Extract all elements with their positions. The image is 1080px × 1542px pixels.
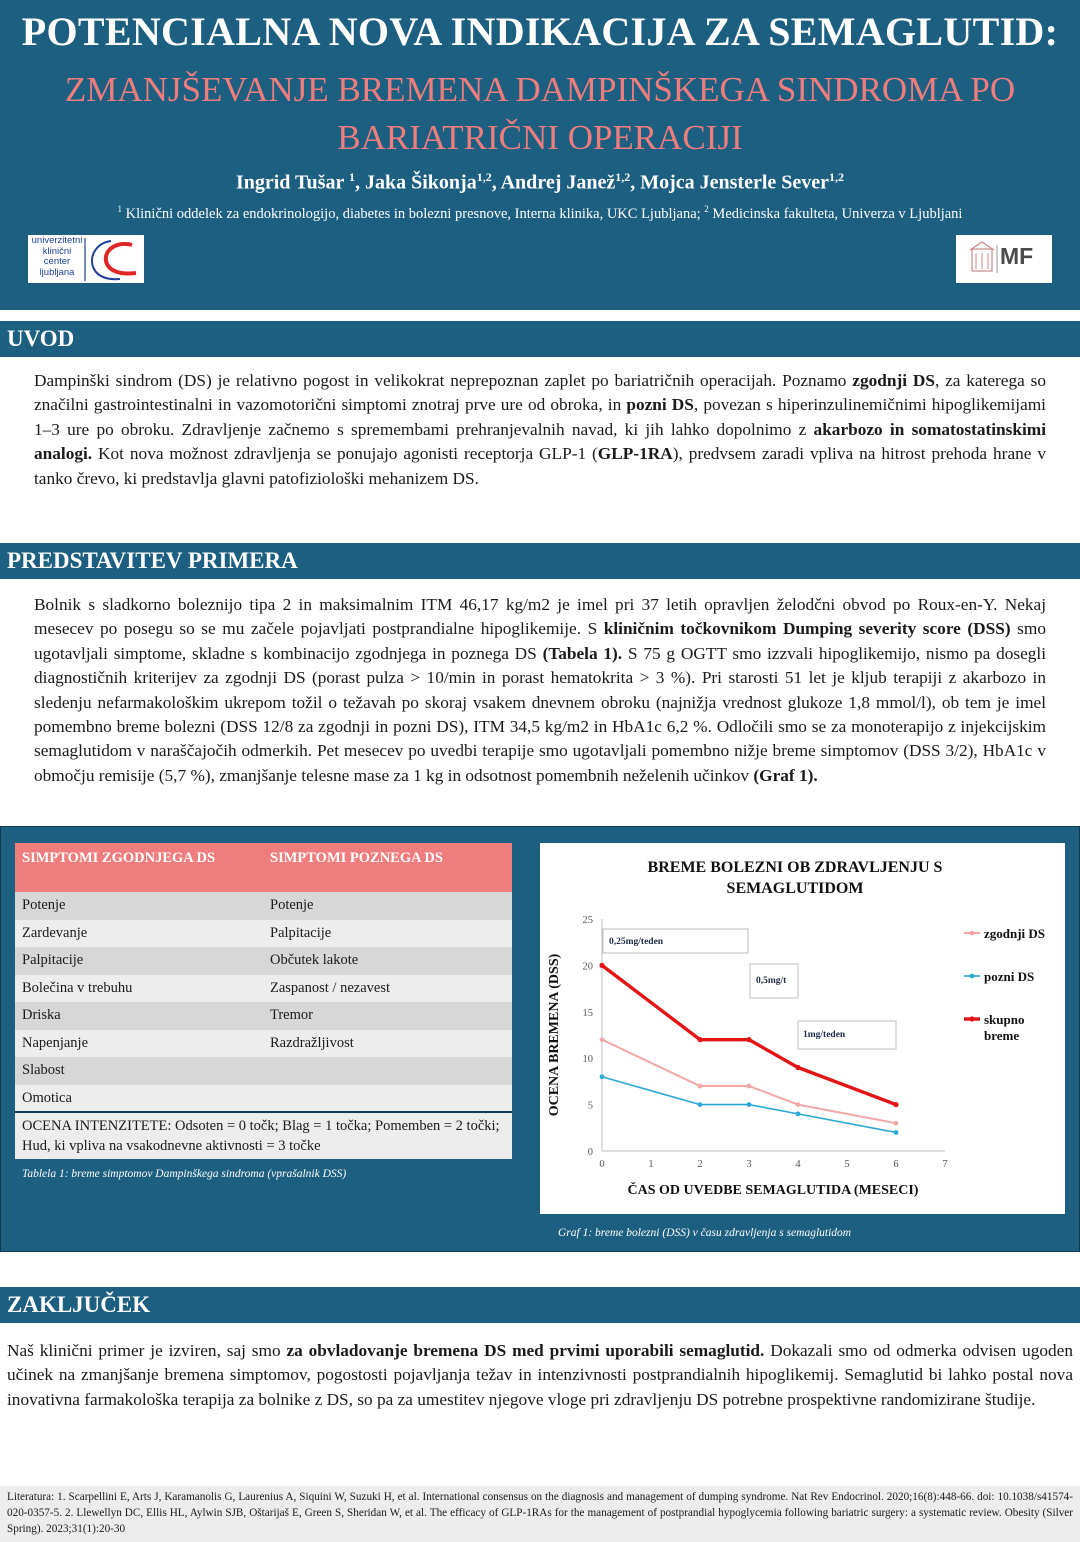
early-symptom-cell: Zardevanje [15,920,263,948]
ukc-logo-line: center [43,256,71,267]
primer-paragraph [34,593,1046,788]
body-text: smo ugotavljali simptome, skladne s kombinacijo zgodnjega in poznega DS [34,619,1046,663]
building-icon [956,235,1000,283]
early-symptom-cell: Slabost [15,1057,263,1085]
late-symptom-cell: Palpitacije [263,920,512,948]
legend-label: skupno [984,1012,1025,1027]
legend-marker [970,974,975,979]
dose-annotation-label: 0,5mg/t [756,976,787,986]
early-symptom-cell: Bolečina v trebuhu [15,975,263,1003]
body-text: Bolnik s sladkorno boleznijo tipa 2 in maksimalnim ITM 46,17 kg/m2 je imel pri 37 letih opravljen želodčni obvod po Roux-en-Y. Nekaj mesecev po posegu so se mu začele pojavljati postprandialne hipoglikemije. S [34,595,1046,639]
author-list [0,170,1080,195]
early-symptom-cell: Potenje [15,892,263,920]
y-axis-label: OCENA BREMENA (DSS) [547,953,562,1117]
early-symptom-cell: Napenjanje [15,1030,263,1058]
emphasis-text: GLP-1RA [597,444,673,464]
body-text: ), predvsem zaradi vpliva na hitrost prehoda hrane v tanko črevo, ki predstavlja glavni patofiziološki mehanizem DS. [34,444,1046,488]
table-header-early: SIMPTOMI ZGODNJEGA DS [15,843,263,892]
author-sup: 1,2 [615,170,631,184]
section-heading-zakljucek: ZAKLJUČEK [0,1287,1080,1323]
data-point [600,1037,605,1042]
data-point [795,1065,800,1070]
dose-annotation-label: 1mg/teden [803,1030,846,1040]
body-text: Dampinški sindrom (DS) je relativno pogost in velikokrat neprepoznan zaplet po bariatričnih operacijah. Poznamo [34,371,853,390]
table-header-late: SIMPTOMI POZNEGA DS [263,843,512,892]
early-symptom-cell: Driska [15,1002,263,1030]
ukc-logo-line: univerzitetni [31,235,83,246]
poster-subtitle: ZMANJŠEVANJE BREMENA DAMPINŠKEGA SINDROMA PO BARIATRIČNI OPERACIJI [64,70,1016,157]
author-name: Ingrid Tušar [235,171,349,194]
early-symptom-cell: Omotica [15,1085,263,1113]
data-point [746,1037,751,1042]
y-tick-label: 15 [582,1007,593,1019]
body-text: Naš klinični primer je izviren, saj smo [7,1341,287,1360]
ukc-logo-line: klinični [42,245,72,257]
table-row [15,1057,512,1085]
y-tick-label: 25 [582,915,593,926]
data-point [599,963,604,968]
intensity-note: OCENA INTENZITETE: Odsoten = 0 točk; Blag = 1 točka; Pomemben = 2 točki; Hud, ki vpliva na vsakodnevne aktivnosti = 3 točke [15,1111,512,1159]
table-caption: Tablela 1: breme simptomov Dampinškega sindroma (vprašalnik DSS) [22,1168,347,1180]
x-tick-label: 1 [648,1159,654,1170]
y-tick-label: 0 [587,1147,593,1158]
data-point [894,1130,899,1135]
late-symptom-cell: Potenje [263,892,512,920]
emphasis-text: kliničnim točkovnikom Dumping severity score (DSS) [603,619,1011,639]
poster-header [0,0,1080,310]
chart-container [540,843,1065,1214]
section-heading-primer: PREDSTAVITEV PRIMERA [0,543,1080,579]
references: Literatura: 1. Scarpellini E, Arts J, Karamanolis G, Laurenius A, Siquini W, Suzuki H, et al. International consensus on the diagnosis and management of dumping syndrome. Nat Rev Endocrinol. 2020;16(8):448-66. doi: 10.1038/s41574-020-0357-5. 2. Llewellyn DC, Ellis HL, Aylwin SJB, Oštarijaš E, Green S, Sheridan W, et al. The efficacy of GLP-1RAs for the management of postprandial hypoglycemia following bariatric surgery: a systematic review. Obesity (Silver Spring). 2023;31(1):20-30 [0,1486,1080,1542]
x-tick-label: 4 [795,1159,801,1170]
table-row [15,1085,512,1113]
body-text: Kot nova možnost zdravljenja se ponujajo agonisti receptorja GLP-1 ( [92,444,598,464]
ukc-logo [28,235,144,283]
data-point [796,1111,801,1116]
author-name: Mojca Jensterle Sever [640,171,830,194]
author-sup: 1,2 [829,170,845,184]
legend-label: breme [984,1028,1020,1043]
x-tick-label: 5 [844,1159,850,1170]
legend-label: pozni DS [984,969,1035,984]
ukc-logo-mark-icon [28,235,144,283]
table-row [15,975,512,1003]
author-sep: , [491,171,501,194]
x-tick-label: 6 [893,1159,899,1170]
emphasis-text: (Tabela 1). [542,643,623,663]
body-text: , za katerega so značilni gastrointestinalni in vazomotorični simptomi znotraj prve ure od obroka, in [34,371,1046,415]
author-sep: , [630,171,641,194]
emphasis-text: (Graf 1). [753,765,818,785]
mf-logo [956,235,1052,283]
mf-logo-text: MF [1000,243,1034,269]
late-symptom-cell [263,1085,512,1113]
data-point [698,1084,703,1089]
affiliation-1: Klinični oddelek za endokrinologijo, diabetes in bolezni presnove, Interna klinika, UKC Ljubljana; [122,205,705,222]
series-line-0 [602,1040,896,1124]
legend-marker [969,1016,974,1021]
data-point [747,1084,752,1089]
author-sup: 1,2 [476,170,492,184]
affiliation-2: Medicinska fakulteta, Univerza v Ljubljani [708,205,963,222]
uvod-paragraph [34,369,1046,491]
ukc-logo-line: ljubljana [39,266,75,278]
symptoms-table [15,843,512,1112]
x-tick-label: 7 [942,1159,948,1170]
body-text: S 75 g OGTT smo izzvali hipoglikemijo, nismo pa dosegli diagnostičnih kriterijev za zgodnji DS (porast pulza > 10/min in porast hematokrita > 3 %). Pri starosti 51 let je kljub terapiji z akarbozo in sledenju nefarmakološkim ukrepom tožil o težavah po skoraj vsakem dnevnem obroku (najnižja vrednost glukoze 1,8 mmol/l), ob tem je imel pomembno breme bolezni (DSS 12/8 za zgodnji in pozni DS), ITM 34,5 kg/m2 in HbA1c 6,2 %. Odločili smo se za monoterapijo z injekcijskim semaglutidom v naraščajočih odmerkih. Pet mesecev po uvedbi terapije smo ugotavljali pomembno nižje breme simptomov (DSS 3/2), HbA1c v območju remisije (5,7 %), zmanjšanje telesne mase za 1 kg in odsotnost pomembnih neželenih učinkov [34,643,1046,785]
early-symptom-cell: Palpitacije [15,947,263,975]
x-tick-label: 3 [746,1159,752,1170]
table-row [15,947,512,975]
late-symptom-cell: Občutek lakote [263,947,512,975]
author-name: Jaka Šikonja [364,171,477,194]
zakljucek-paragraph [7,1339,1073,1412]
y-tick-label: 5 [587,1100,593,1112]
body-text: , povezan s hiperinzulinemičnimi hipoglikemijami 1–3 ure po obroku. Zdravljenje začnemo s spremembami prehranjevalnih navad, ki jih lahko dopolnimo z [34,395,1046,439]
data-point [894,1121,899,1126]
y-tick-label: 10 [582,1054,593,1066]
chart-title: BREME BOLEZNI OB ZDRAVLJENJU S [647,859,943,876]
poster-title: POTENCIALNA NOVA INDIKACIJA ZA SEMAGLUTID: [21,9,1059,54]
data-point [893,1102,898,1107]
late-symptom-cell: Tremor [263,1002,512,1030]
table-row [15,1002,512,1030]
late-symptom-cell: Razdražljivost [263,1030,512,1058]
dss-line-chart [540,843,1065,1214]
y-tick-label: 20 [582,961,593,973]
legend-label: zgodnji DS [984,926,1046,941]
chart-caption: Graf 1: breme bolezni (DSS) v času zdravljenja s semaglutidom [558,1227,852,1239]
affiliation-sup: 1 [117,204,123,214]
section-heading-uvod: UVOD [0,321,1080,357]
chart-title: SEMAGLUTIDOM [726,880,864,897]
data-point [747,1102,752,1107]
x-tick-label: 2 [697,1159,703,1170]
author-sup: 1 [348,170,355,184]
emphasis-text: zgodnji DS [852,371,935,390]
table-row [15,1030,512,1058]
data-point [796,1102,801,1107]
affiliations [0,204,1080,223]
dose-annotation-label: 0,25mg/teden [609,937,664,947]
emphasis-text: akarbozo in somatostatinskimi analogi. [34,419,1046,464]
body-text: Dokazali smo od odmerka odvisen ugoden učinek na zmanjšanje bremena simptomov, pogostosti pojavljanja težav in intenzivnosti postprandialnih hipoglikemij. Semaglutid bi lahko postal nova inovativna farmakološka terapija za bolnike z DS, so pa za umestitev njegove vloge pri zdravljenju DS potrebne prospektivne randomizirane študije. [7,1341,1073,1409]
data-point [600,1074,605,1079]
late-symptom-cell: Zaspanost / nezavest [263,975,512,1003]
emphasis-text: za obvladovanje bremena DS med prvimi uporabili semaglutid. [286,1341,765,1360]
affiliation-sup: 2 [704,204,709,214]
table-row [15,920,512,948]
legend-marker [970,931,975,936]
author-sep: , [354,171,365,194]
data-point [697,1037,702,1042]
x-tick-label: 0 [599,1159,605,1170]
table-row [15,892,512,920]
late-symptom-cell [263,1057,512,1085]
author-name: Andrej Janež [500,171,616,194]
data-point [698,1102,703,1107]
emphasis-text: pozni DS [626,395,694,415]
x-axis-label: ČAS OD UVEDBE SEMAGLUTIDA (MESECI) [627,1183,919,1198]
